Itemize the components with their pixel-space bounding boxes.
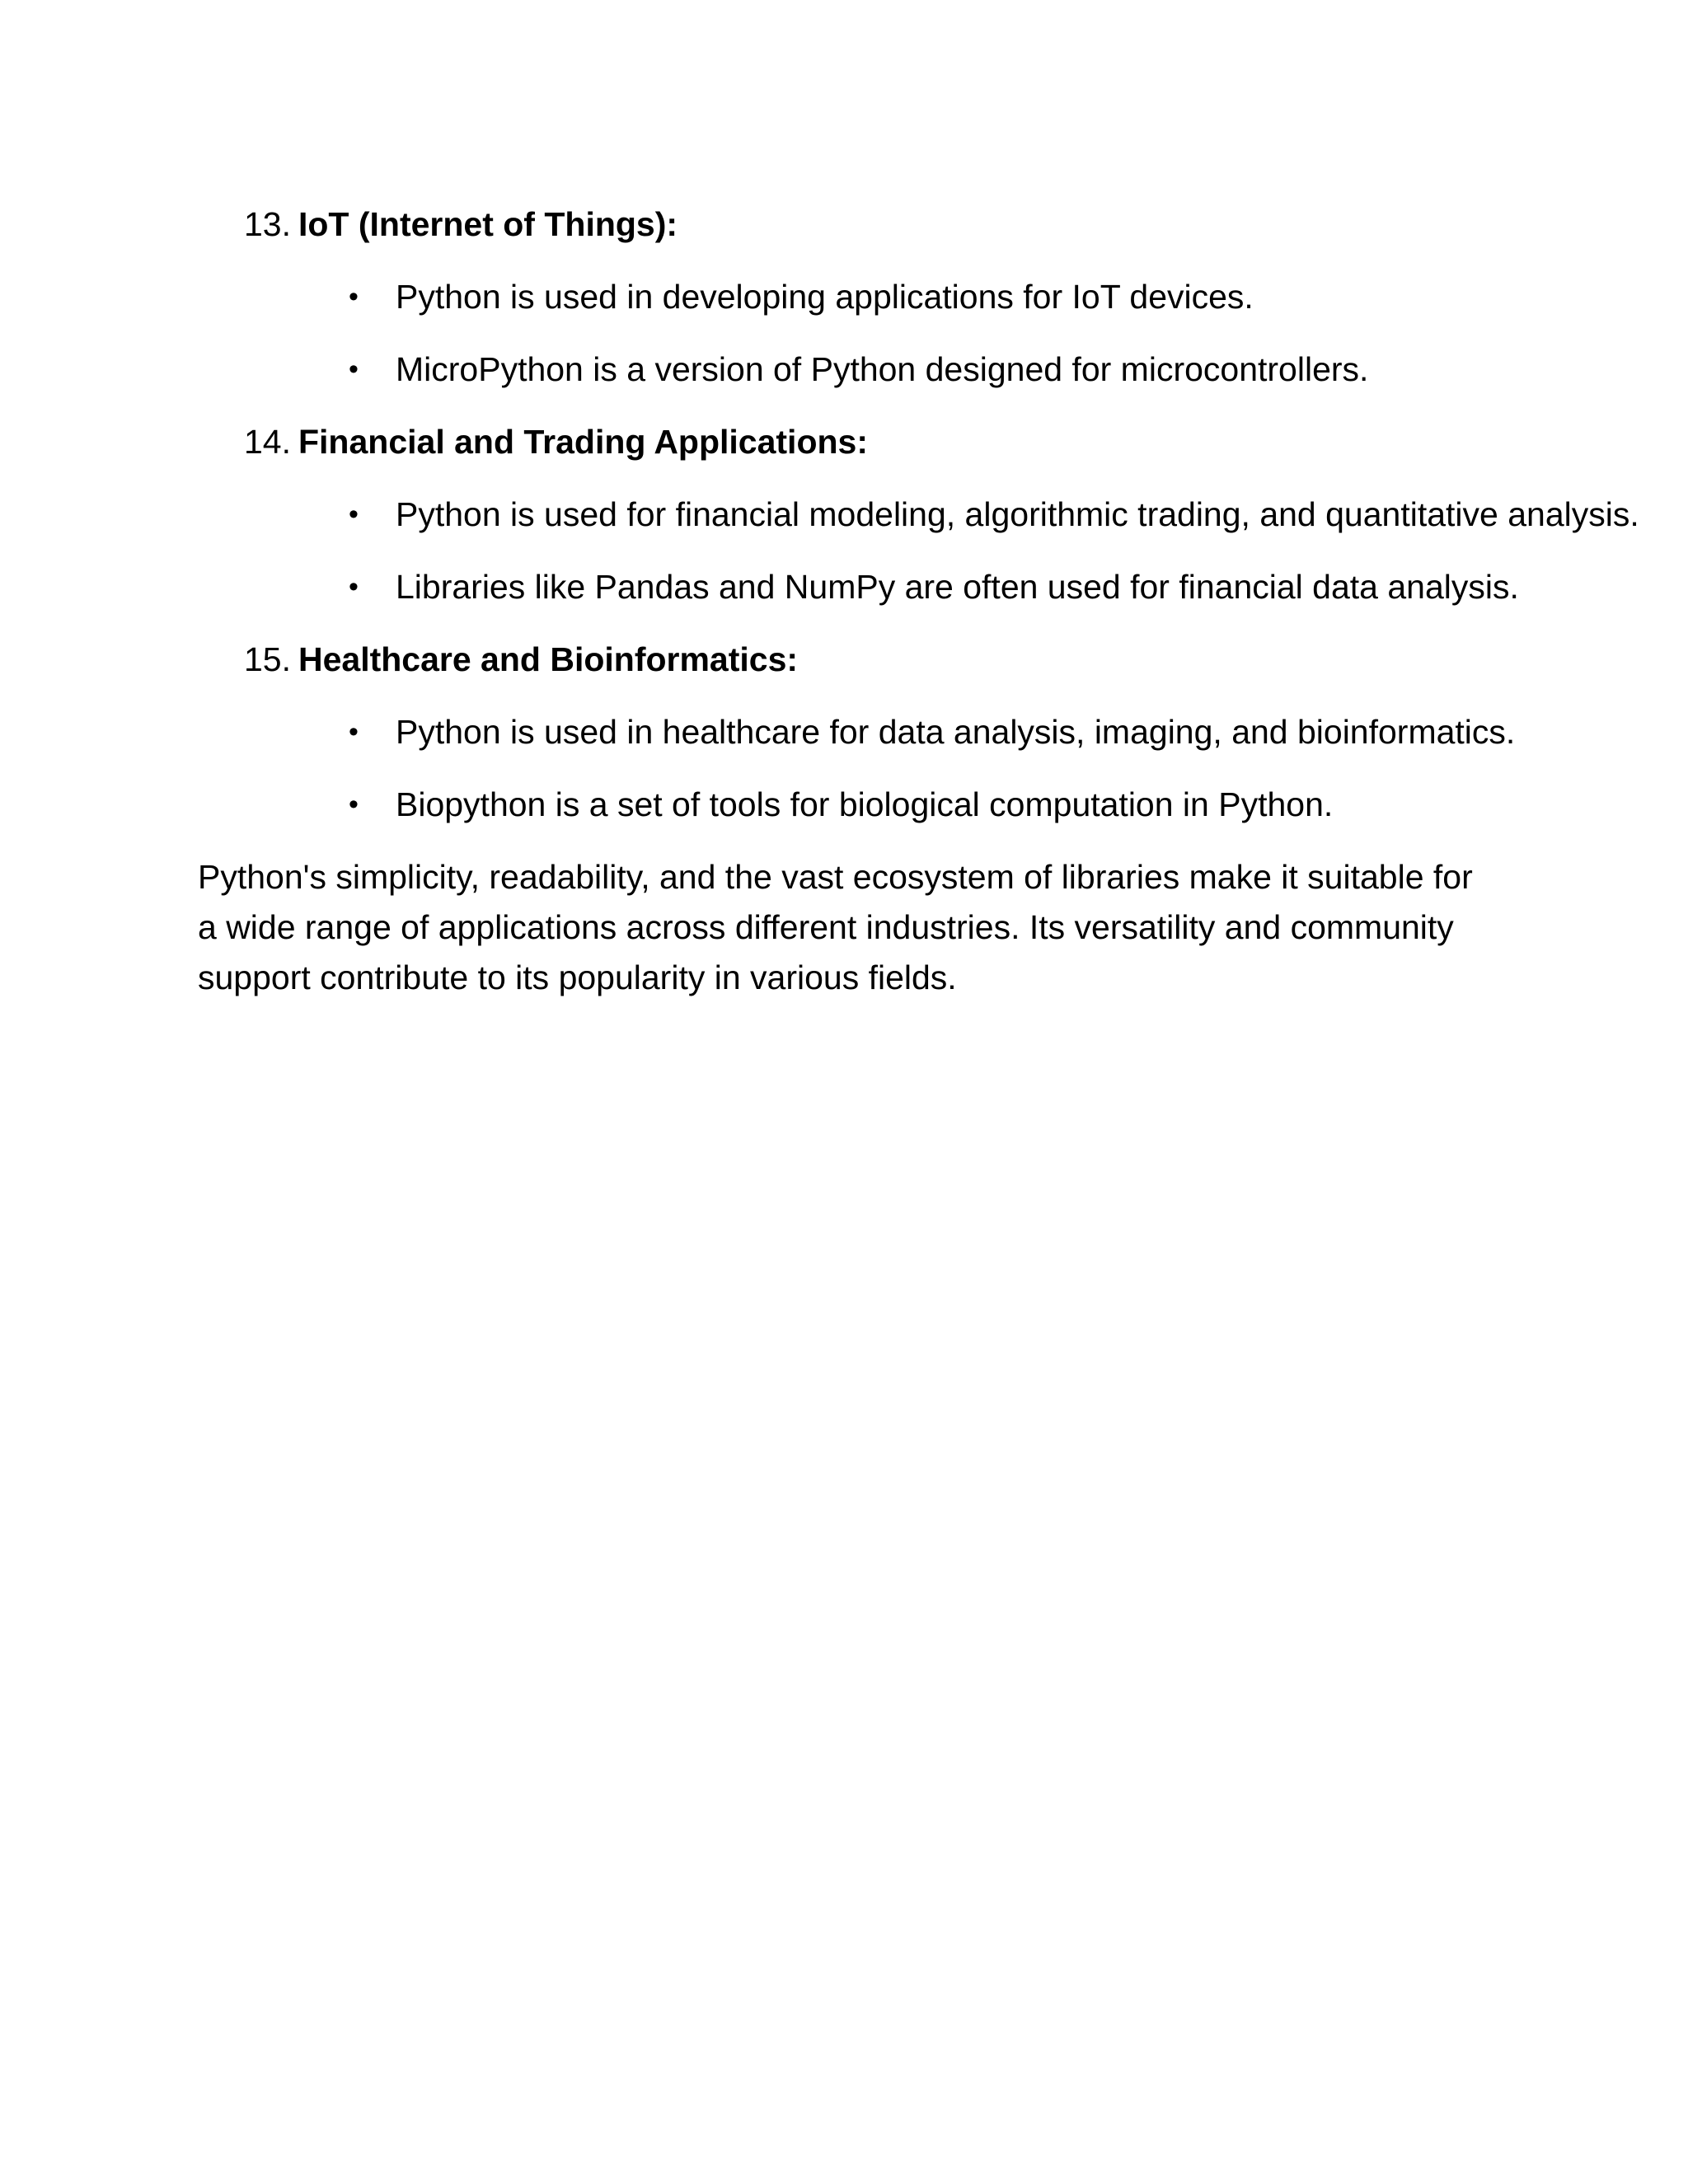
- list-item-text: Libraries like Pandas and NumPy are often used for financial data analysis.: [396, 568, 1519, 606]
- section-financial: [198, 417, 1639, 612]
- section-title: Financial and Trading Applications:: [298, 423, 868, 461]
- document-content: [198, 199, 1639, 1003]
- bullet-icon: •: [349, 281, 359, 312]
- section-heading: [198, 635, 1484, 685]
- list-item: [198, 707, 1640, 757]
- list-item: [198, 272, 1640, 322]
- list-item-text: Biopython is a set of tools for biological computation in Python.: [396, 785, 1334, 823]
- section-number: 14.: [244, 423, 291, 461]
- list-item-text: MicroPython is a version of Python designed for microcontrollers.: [396, 350, 1369, 388]
- list-item-text: Python is used for financial modeling, algorithmic trading, and quantitative analysis.: [396, 495, 1639, 533]
- bullet-icon: •: [349, 716, 359, 748]
- closing-paragraph: Python's simplicity, readability, and the vast ecosystem of libraries make it suitable for a wide range of applications across different industries. Its versatility and community support contribute to its popularity in various fields.: [198, 858, 1473, 996]
- bullet-icon: •: [349, 789, 359, 820]
- section-healthcare: [198, 635, 1516, 830]
- list-item-text: Python is used in healthcare for data analysis, imaging, and bioinformatics.: [396, 713, 1516, 751]
- list-item: [198, 780, 1640, 830]
- section-number: 15.: [244, 640, 291, 678]
- section-title: IoT (Internet of Things):: [298, 205, 678, 243]
- section-heading: [198, 199, 1484, 250]
- section-title: Healthcare and Bioinformatics:: [298, 640, 799, 678]
- section-iot: [198, 199, 1484, 395]
- list-item: [198, 344, 1640, 395]
- list-item: [198, 490, 1640, 540]
- list-item-text: Python is used in developing applications for IoT devices.: [396, 278, 1254, 316]
- list-item: [198, 562, 1640, 612]
- section-heading: [198, 417, 1484, 467]
- bullet-icon: •: [349, 571, 359, 602]
- section-number: 13.: [244, 205, 291, 243]
- bullet-icon: •: [349, 499, 359, 530]
- bullet-icon: •: [349, 354, 359, 385]
